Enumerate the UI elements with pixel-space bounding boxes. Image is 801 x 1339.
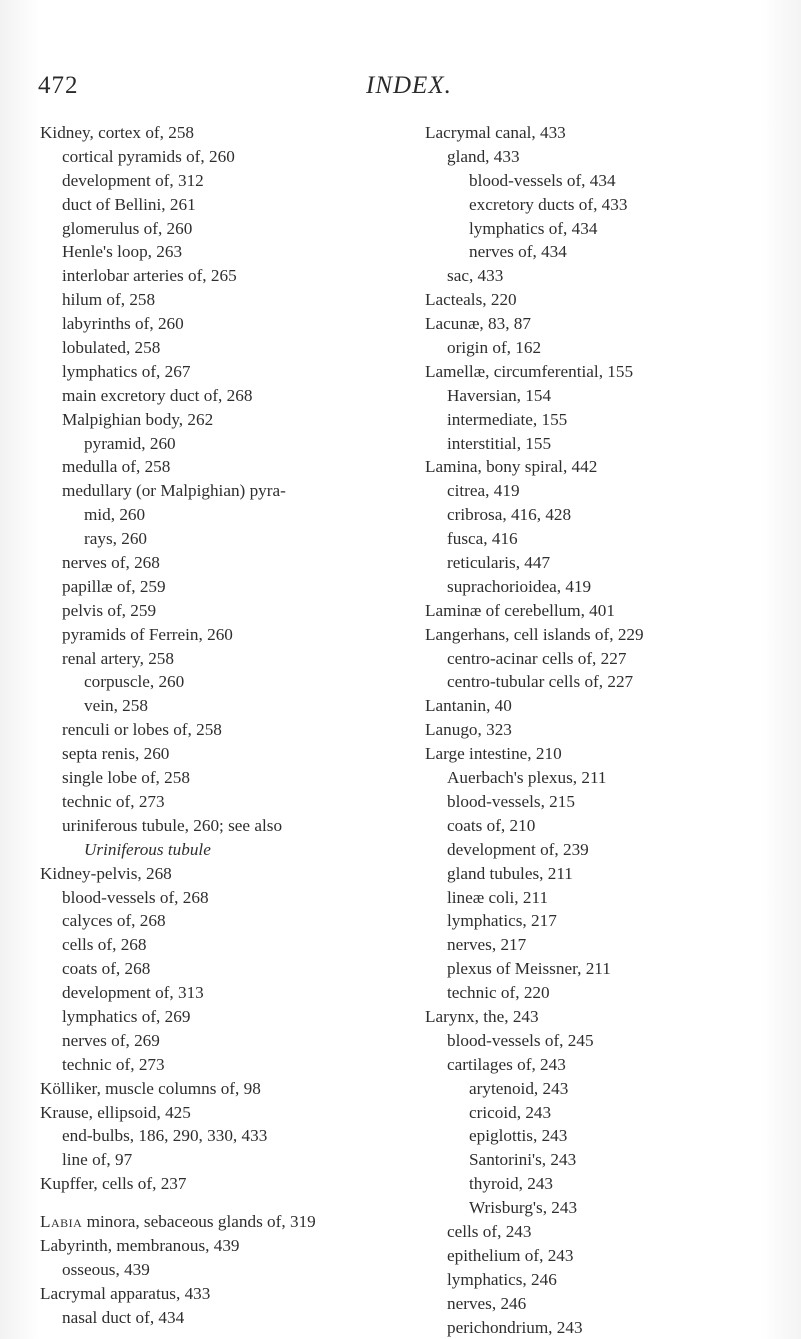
index-entry-text: glomerulus of, 260 [62,218,193,238]
index-entry [40,1306,390,1330]
index-entry [40,599,390,623]
index-entry [425,766,795,790]
index-entry-text: papillæ of, 259 [62,576,166,596]
index-column-right [425,121,795,1339]
index-entry-text: suprachorioidea, 419 [447,576,592,596]
index-entry [40,647,390,671]
index-entry [425,264,795,288]
index-entry-text: Wrisburg's, 243 [469,1198,578,1218]
index-entry [40,1077,390,1101]
index-entry-text: lobulated, 258 [62,338,161,358]
index-entry [425,575,795,599]
index-entry [425,240,795,264]
index-entry [40,145,390,169]
index-entry [425,336,795,360]
index-entry-text: Lacrymal canal, 433 [425,123,566,142]
index-entry [425,1268,795,1292]
index-entry-text: Kupffer, cells of, 237 [40,1174,187,1194]
index-entry [425,1053,795,1077]
index-entry-text: lymphatics, 246 [447,1269,557,1289]
index-entry-text: lymphatics of, 269 [62,1006,191,1026]
index-entry-text: fusca, 416 [447,529,518,549]
index-entry-text: Santorini's, 243 [469,1150,577,1170]
index-entry-text: labyrinths of, 260 [62,314,184,334]
index-entry-text: origin of, 162 [447,338,542,358]
index-entry-text: development of, 239 [447,839,589,859]
index-entry [425,1077,795,1101]
index-entry [40,193,390,217]
index-entry-text: lymphatics, 217 [447,911,557,931]
index-entry-text: excretory ducts of, 433 [469,194,628,214]
index-entry-text: blood-vessels of, 268 [62,887,209,907]
index-entry [425,479,795,503]
index-entry-text: centro-acinar cells of, 227 [447,648,627,668]
index-entry [40,432,390,456]
index-entry [425,886,795,910]
index-entry-text: renculi or lobes of, 258 [62,720,222,740]
index-entry-text: renal artery, 258 [62,648,174,668]
index-entry [425,312,795,336]
index-entry [425,1148,795,1172]
index-entry [40,1005,390,1029]
index-entry [425,193,795,217]
index-entry-text: Kölliker, muscle columns of, 98 [40,1078,261,1098]
index-entry [425,121,795,145]
index-entry [425,384,795,408]
index-entry-text: blood-vessels, 215 [447,791,575,811]
index-entry-text: pyramids of Ferrein, 260 [62,624,233,644]
index-entry [40,623,390,647]
index-entry [425,1196,795,1220]
index-entry [40,694,390,718]
index-entry-text: citrea, 419 [447,481,520,501]
index-entry [425,790,795,814]
index-entry-text: gland, 433 [447,146,520,166]
index-entry [40,886,390,910]
index-entry [40,1282,390,1306]
index-entry-text: nerves of, 269 [62,1030,160,1050]
index-entry [40,455,390,479]
index-entry [425,862,795,886]
index-entry [40,1172,390,1196]
running-head: INDEX. [366,72,452,99]
index-entry [40,336,390,360]
index-entry-text: medullary (or Malpighian) pyra- [62,481,286,501]
index-entry-text: plexus of Meissner, 211 [447,959,611,979]
index-entry [425,1292,795,1316]
index-entry-text: Lanugo, 323 [425,720,512,740]
index-entry [425,1172,795,1196]
index-entry-text: gland tubules, 211 [447,863,573,883]
index-entry-text: Malpighian body, 262 [62,409,214,429]
index-entry-text: arytenoid, 243 [469,1078,569,1098]
index-entry-text: Lacrymal apparatus, 433 [40,1283,211,1303]
index-entry [40,838,390,862]
index-entry [425,527,795,551]
index-entry [40,981,390,1005]
index-entry-text: Lamellæ, circumferential, 155 [425,361,634,381]
index-entry-text: septa renis, 260 [62,744,170,764]
index-entry [40,670,390,694]
index-entry [40,1234,390,1258]
index-entry [40,1124,390,1148]
index-entry-text: Labyrinth, membranous, 439 [40,1235,240,1255]
index-entry-text: Kidney-pelvis, 268 [40,863,172,883]
index-entry [425,1316,795,1339]
index-entry-text: nasal duct of, 434 [62,1307,185,1327]
index-entry-text: lymphatics of, 434 [469,218,598,238]
index-entry-text: development of, 312 [62,170,204,190]
index-entry [40,408,390,432]
index-entry [425,838,795,862]
index-entry [425,360,795,384]
index-entry [425,814,795,838]
index-entry-text: minora, sebaceous glands of, 319 [82,1212,316,1232]
index-entry [425,981,795,1005]
index-entry-text: main excretory duct of, 268 [62,385,253,405]
index-entry-text: interstitial, 155 [447,433,552,453]
index-entry [40,1101,390,1125]
index-entry-text: blood-vessels of, 245 [447,1030,594,1050]
index-entry-text: technic of, 220 [447,983,550,1003]
index-entry-text: osseous, 439 [62,1259,150,1279]
index-entry-text: cartilages of, 243 [447,1054,566,1074]
index-entry [40,718,390,742]
index-entry-text: coats of, 210 [447,815,536,835]
index-entry-text: pyramid, 260 [84,433,176,453]
index-entry [425,694,795,718]
index-entry [425,1101,795,1125]
index-entry-text: Large intestine, 210 [425,744,562,764]
index-entry [425,1124,795,1148]
index-entry [40,957,390,981]
index-entry [40,479,390,503]
index-entry-text: epithelium of, 243 [447,1245,574,1265]
index-entry-text: cortical pyramids of, 260 [62,146,235,166]
index-entry [40,360,390,384]
index-entry-text: development of, 313 [62,983,204,1003]
index-entry [40,1148,390,1172]
index-entry-text: coats of, 268 [62,959,151,979]
index-entry [40,814,390,838]
index-entry [40,384,390,408]
index-entry [425,503,795,527]
index-entry-text: corpuscle, 260 [84,672,185,692]
index-entry [425,957,795,981]
index-entry [425,455,795,479]
index-entry [425,1005,795,1029]
index-entry-text: blood-vessels of, 434 [469,170,616,190]
index-entry [425,623,795,647]
index-entry-text: end-bulbs, 186, 290, 330, 433 [62,1126,268,1146]
index-entry [40,575,390,599]
index-entry-text: Krause, ellipsoid, 425 [40,1102,191,1122]
index-entry-text: Kidney, cortex of, 258 [40,123,195,142]
index-entry-text: Laminæ of cerebellum, 401 [425,600,615,620]
index-entry [40,217,390,241]
index-entry [425,1029,795,1053]
index-entry [40,240,390,264]
index-entry [40,121,390,145]
index-entry-text: lymphatics of, 267 [62,361,191,381]
index-entry [40,933,390,957]
index-entry [40,766,390,790]
index-entry-text: single lobe of, 258 [62,768,190,788]
index-entry [425,742,795,766]
index-entry [40,1029,390,1053]
index-entry [425,1244,795,1268]
index-entry [425,408,795,432]
index-entry-text: thyroid, 243 [469,1174,554,1194]
index-entry-text: technic of, 273 [62,1054,165,1074]
index-entry-text: Auerbach's plexus, 211 [447,768,607,788]
index-entry [425,718,795,742]
index-entry [425,909,795,933]
index-entry [40,742,390,766]
index-entry-text: Labia [40,1212,83,1232]
index-entry-text: nerves, 246 [447,1293,527,1313]
index-entry [40,790,390,814]
index-entry-text: cells of, 243 [447,1221,532,1241]
index-entry-text: Langerhans, cell islands of, 229 [425,624,644,644]
index-entry [40,288,390,312]
index-entry-text: technic of, 273 [62,791,165,811]
index-entry [40,503,390,527]
index-entry [425,432,795,456]
index-entry-text: nerves, 217 [447,935,527,955]
index-entry [40,909,390,933]
index-entry-text: uriniferous tubule, 260; see also [62,815,283,835]
index-entry [40,862,390,886]
index-entry-text: Henle's loop, 263 [62,242,183,262]
index-entry-text: cribrosa, 416, 428 [447,505,572,525]
index-entry-text: calyces of, 268 [62,911,166,931]
index-entry [40,1258,390,1282]
index-entry [425,647,795,671]
index-entry-text: nerves of, 434 [469,242,567,262]
index-entry-text: line of, 97 [62,1150,133,1170]
index-entry [425,217,795,241]
index-entry [425,933,795,957]
index-entry [425,670,795,694]
index-entry-text: Uriniferous tubule [84,839,211,859]
index-entry-text: perichondrium, 243 [447,1317,583,1337]
index-entry [40,312,390,336]
index-entry [40,169,390,193]
index-entry-text: epiglottis, 243 [469,1126,568,1146]
index-entry-text: Larynx, the, 243 [425,1006,539,1026]
index-entry-text: rays, 260 [84,529,148,549]
index-entry [40,1210,390,1234]
index-entry-text: duct of Bellini, 261 [62,194,196,214]
index-entry [40,527,390,551]
index-entry-text: cells of, 268 [62,935,147,955]
index-entry-text: Lacunæ, 83, 87 [425,314,531,334]
index-entry-text: Haversian, 154 [447,385,552,405]
index-entry-text: Lantanin, 40 [425,696,512,716]
index-entry-text: cricoid, 243 [469,1102,552,1122]
index-column-left [40,121,390,1330]
index-entry [425,1220,795,1244]
index-entry-text: Lamina, bony spiral, 442 [425,457,598,477]
index-entry-text: nerves of, 268 [62,553,160,573]
index-entry [425,288,795,312]
index-entry [40,1053,390,1077]
index-entry [40,264,390,288]
index-entry [40,551,390,575]
index-entry-text: lineæ coli, 211 [447,887,549,907]
index-entry-text: pelvis of, 259 [62,600,157,620]
index-entry-text: interlobar arteries of, 265 [62,266,237,286]
index-entry-text: intermediate, 155 [447,409,568,429]
page-number: 472 [38,72,79,99]
index-entry [425,599,795,623]
index-entry [425,551,795,575]
index-entry-text: vein, 258 [84,696,148,716]
index-entry [425,169,795,193]
index-entry-text: sac, 433 [447,266,504,286]
index-entry [425,145,795,169]
index-entry-text: medulla of, 258 [62,457,171,477]
index-entry-text: Lacteals, 220 [425,290,517,310]
index-entry-text: hilum of, 258 [62,290,156,310]
index-entry-text: reticularis, 447 [447,553,551,573]
index-entry-text: centro-tubular cells of, 227 [447,672,634,692]
index-entry-text: mid, 260 [84,505,146,525]
